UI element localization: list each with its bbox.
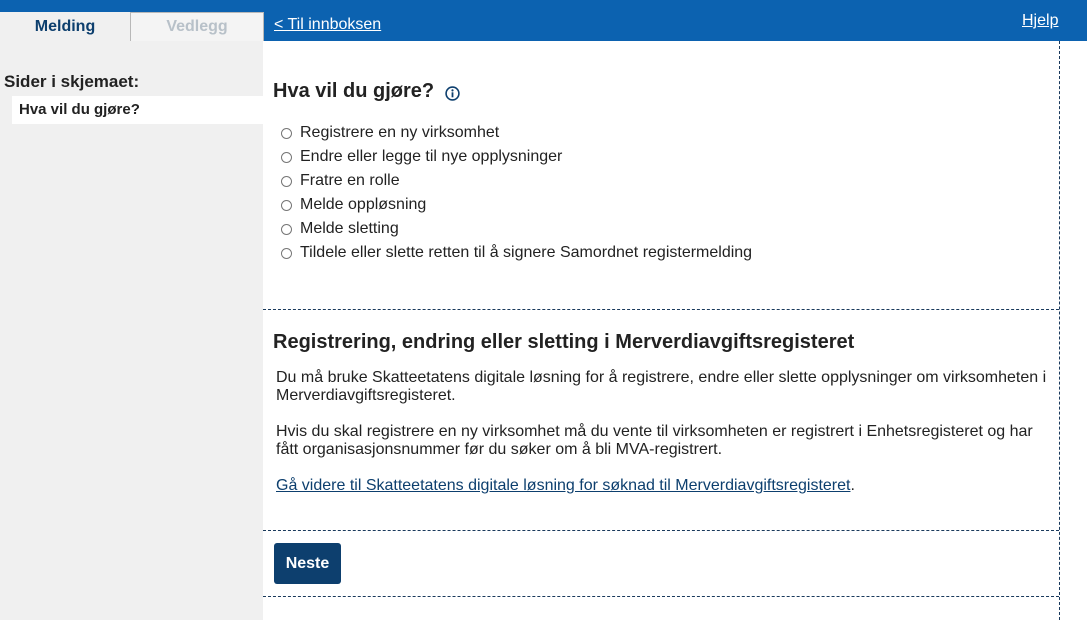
radio-button[interactable]	[281, 128, 292, 139]
radio-button[interactable]	[281, 176, 292, 187]
radio-label: Melde sletting	[300, 220, 399, 237]
radio-option-fratre[interactable]	[281, 172, 400, 190]
skatteetaten-link[interactable]: Gå videre til Skatteetatens digitale løsning for søknad til Merverdiavgiftsregisteret	[276, 477, 851, 494]
question-heading	[273, 80, 460, 103]
radio-option-endre[interactable]	[281, 148, 562, 166]
radio-label: Tildele eller slette retten til å signere Samordnet registermelding	[300, 244, 753, 261]
content-right-border	[1059, 41, 1060, 620]
sidebar	[0, 41, 263, 620]
radio-label: Endre eller legge til nye opplysninger	[300, 148, 563, 165]
tab-melding[interactable]: Melding	[0, 12, 130, 41]
radio-option-sletting[interactable]	[281, 220, 399, 238]
sidebar-item-hva-vil-du-gjore[interactable]: Hva vil du gjøre?	[12, 96, 263, 124]
radio-button[interactable]	[281, 248, 292, 259]
mva-paragraph-2: Hvis du skal registrere en ny virksomhet må du vente til virksomheten er registrert i Enhetsregisteret og har fått organisasjonsnummer før du søker om å bli MVA-registrert.	[276, 423, 1033, 458]
help-link[interactable]: Hjelp	[1022, 12, 1059, 29]
radio-option-opplosning[interactable]	[281, 196, 426, 214]
sidebar-heading: Sider i skjemaet:	[4, 72, 140, 91]
question-heading-text: Hva vil du gjøre?	[273, 80, 435, 102]
section-divider	[263, 309, 1059, 310]
radio-label: Fratre en rolle	[300, 172, 400, 189]
radio-button[interactable]	[281, 224, 292, 235]
section-divider	[263, 530, 1059, 531]
radio-button[interactable]	[281, 200, 292, 211]
info-icon[interactable]	[445, 84, 460, 99]
radio-label: Melde oppløsning	[300, 196, 427, 213]
back-to-inbox-link[interactable]: < Til innboksen	[274, 16, 382, 33]
mva-paragraph-1: Du må bruke Skatteetatens digitale løsning for å registrere, endre eller slette opplysninger om virksomheten i Merverdiavgiftsregisteret.	[276, 369, 1047, 404]
tab-vedlegg[interactable]: Vedlegg	[130, 12, 264, 41]
link-suffix: .	[850, 477, 855, 494]
radio-option-tildele[interactable]	[281, 244, 752, 262]
section-divider	[263, 596, 1059, 597]
mva-link-paragraph	[276, 477, 1056, 495]
radio-option-registrere[interactable]	[281, 124, 499, 142]
mva-section-heading: Registrering, endring eller sletting i Merverdiavgiftsregisteret	[273, 331, 855, 353]
next-button[interactable]: Neste	[274, 543, 341, 584]
radio-label: Registrere en ny virksomhet	[300, 124, 500, 141]
radio-button[interactable]	[281, 152, 292, 163]
